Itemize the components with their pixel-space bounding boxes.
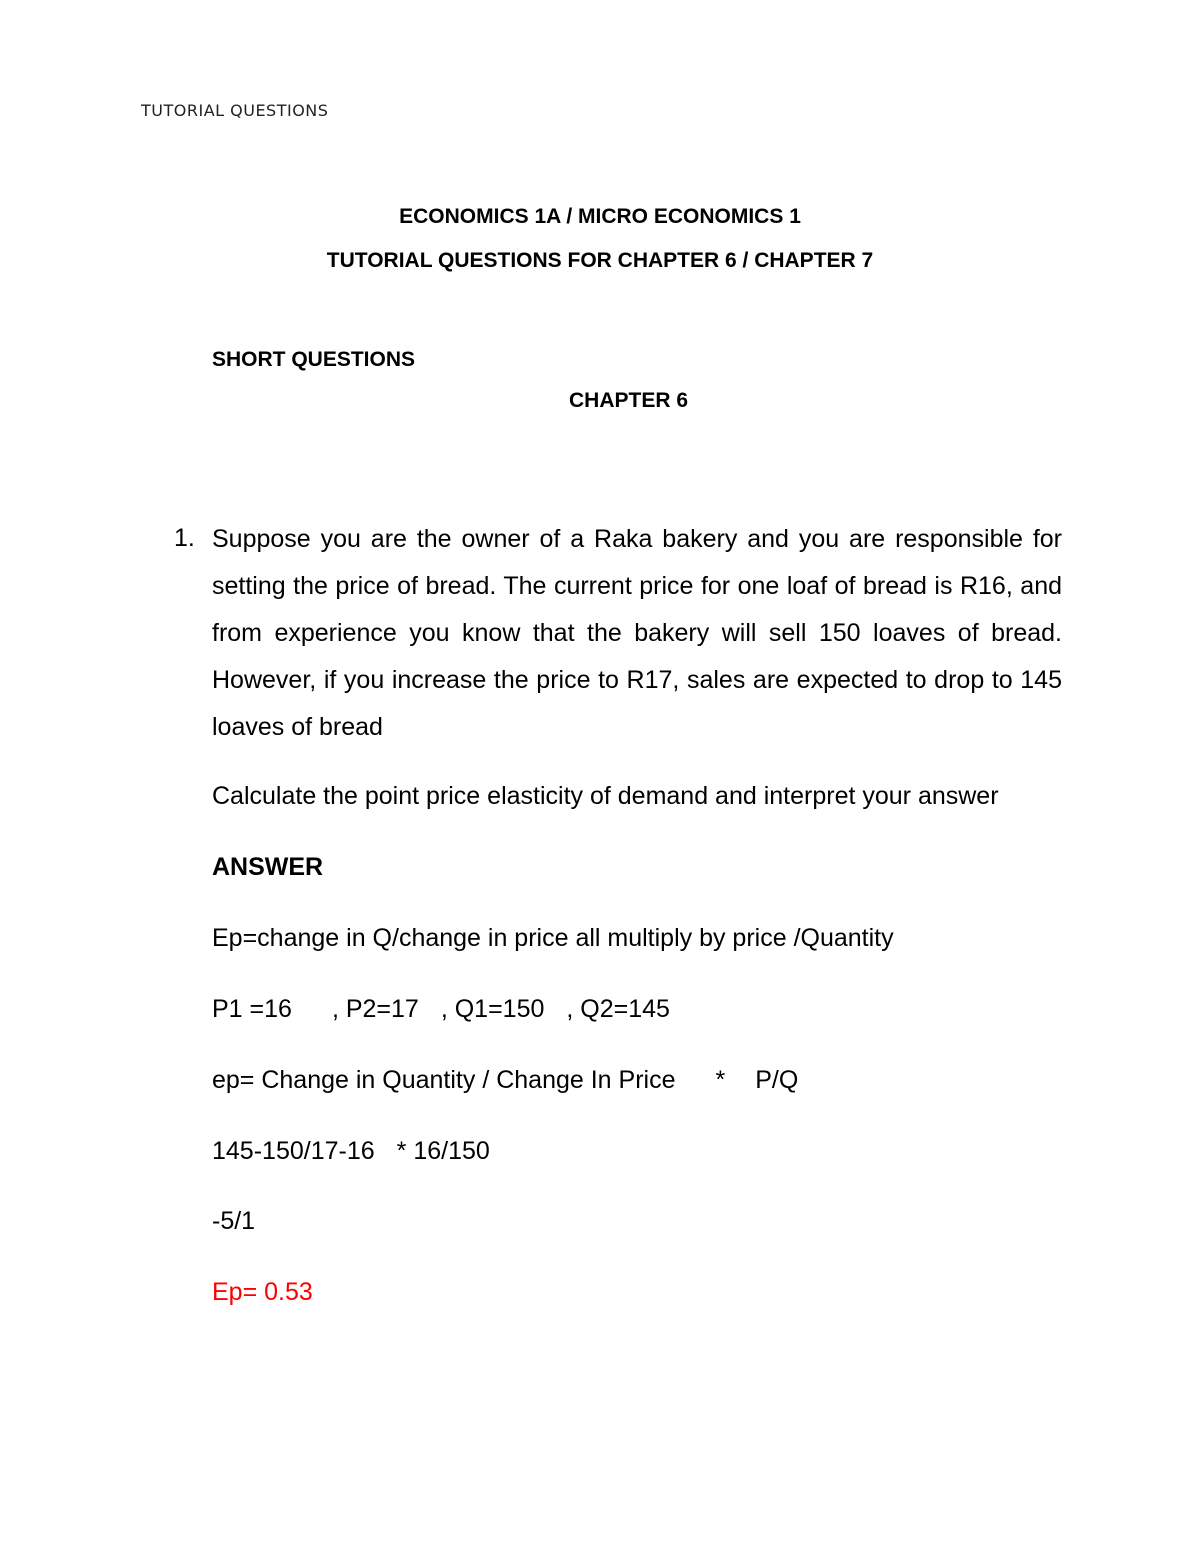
result: Ep= 0.53 bbox=[212, 1278, 313, 1306]
ep-formula bbox=[212, 1066, 798, 1095]
ep-formula-right: P/Q bbox=[755, 1066, 799, 1094]
answer-heading: ANSWER bbox=[212, 853, 324, 881]
ep-formula-left: ep= Change in Quantity / Change In Price bbox=[212, 1066, 676, 1094]
document-title: ECONOMICS 1A / MICRO ECONOMICS 1 bbox=[399, 205, 801, 228]
ep-formula-operator: * bbox=[715, 1066, 726, 1094]
given-values bbox=[212, 995, 670, 1024]
elasticity-formula: Ep=change in Q/change in price all multiply by price /Quantity bbox=[212, 924, 894, 952]
question-text: Suppose you are the owner of a Raka bakery and you are responsible for setting the price of bread. The current price for one loaf of bread is R16, and from experience you know that the bakery will sell 150 loaves of bread. However, if you increase the price to R17, sales are expected to drop to 145 loaves of bread bbox=[212, 525, 1062, 741]
value-p2: , P2=17 bbox=[331, 995, 419, 1023]
calculation-right: * 16/150 bbox=[396, 1137, 490, 1165]
calculation bbox=[212, 1137, 490, 1166]
running-header: TUTORIAL QUESTIONS bbox=[141, 101, 329, 120]
question-number: 1. bbox=[174, 524, 195, 552]
chapter-heading: CHAPTER 6 bbox=[569, 389, 689, 412]
question-instruction: Calculate the point price elasticity of demand and interpret your answer bbox=[212, 782, 999, 810]
calculation-left: 145-150/17-16 bbox=[212, 1137, 375, 1165]
value-q2: , Q2=145 bbox=[566, 995, 670, 1023]
section-heading-short-questions: SHORT QUESTIONS bbox=[212, 348, 416, 371]
document-subtitle: TUTORIAL QUESTIONS FOR CHAPTER 6 / CHAPTER 7 bbox=[326, 249, 874, 272]
ratio: -5/1 bbox=[212, 1207, 256, 1235]
value-p1: P1 =16 bbox=[212, 995, 292, 1023]
value-q1: , Q1=150 bbox=[440, 995, 545, 1023]
